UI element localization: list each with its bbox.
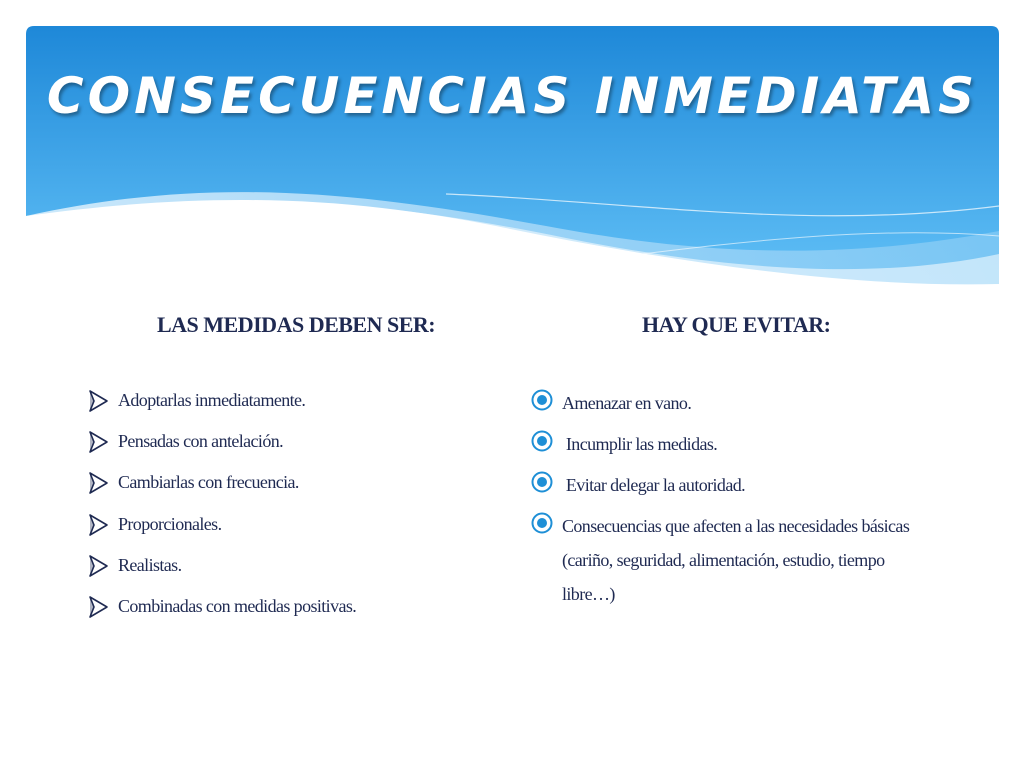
list-item [86, 510, 486, 551]
left-bullet-list [86, 386, 486, 633]
left-column-heading: LAS MEDIDAS DEBEN SER: [157, 312, 436, 337]
list-item-text: Adoptarlas inmediatamente. [118, 390, 306, 410]
circle-dot-bullet-icon [530, 511, 554, 535]
arrow-bullet-icon [86, 430, 110, 454]
list-item-text: Evitar delegar la autoridad. [562, 475, 746, 495]
list-item [530, 468, 940, 502]
list-item-text: Amenazar en vano. [562, 393, 692, 413]
arrow-bullet-icon [86, 595, 110, 619]
list-item [86, 592, 486, 633]
list-item [86, 386, 486, 427]
list-item [530, 509, 940, 611]
list-item [530, 427, 940, 461]
list-item-text: Proporcionales. [118, 513, 222, 534]
list-item [86, 427, 486, 468]
arrow-bullet-icon [86, 554, 110, 578]
right-column-heading: HAY QUE EVITAR: [642, 312, 831, 337]
list-item-text: Cambiarlas con frecuencia. [118, 472, 299, 493]
list-item [86, 468, 486, 509]
list-item [530, 386, 940, 420]
arrow-bullet-icon [86, 471, 110, 495]
circle-dot-bullet-icon [530, 470, 554, 494]
list-item [86, 551, 486, 592]
slide-title: CONSECUENCIAS INMEDIATAS [46, 67, 979, 125]
right-bullet-list [530, 386, 940, 618]
list-item-text: Combinadas con medidas positivas. [118, 595, 357, 616]
circle-dot-bullet-icon [530, 388, 554, 412]
list-item-text: Consecuencias que afecten a las necesidades básicas (cariño, seguridad, alimentación, estudio, tiempo libre…) [562, 516, 910, 604]
arrow-bullet-icon [86, 513, 110, 537]
list-item-text: Incumplir las medidas. [562, 434, 718, 454]
circle-dot-bullet-icon [530, 429, 554, 453]
arrow-bullet-icon [86, 389, 110, 413]
header-banner [26, 26, 999, 286]
list-item-text: Realistas. [118, 554, 182, 575]
list-item-text: Pensadas con antelación. [118, 431, 284, 452]
